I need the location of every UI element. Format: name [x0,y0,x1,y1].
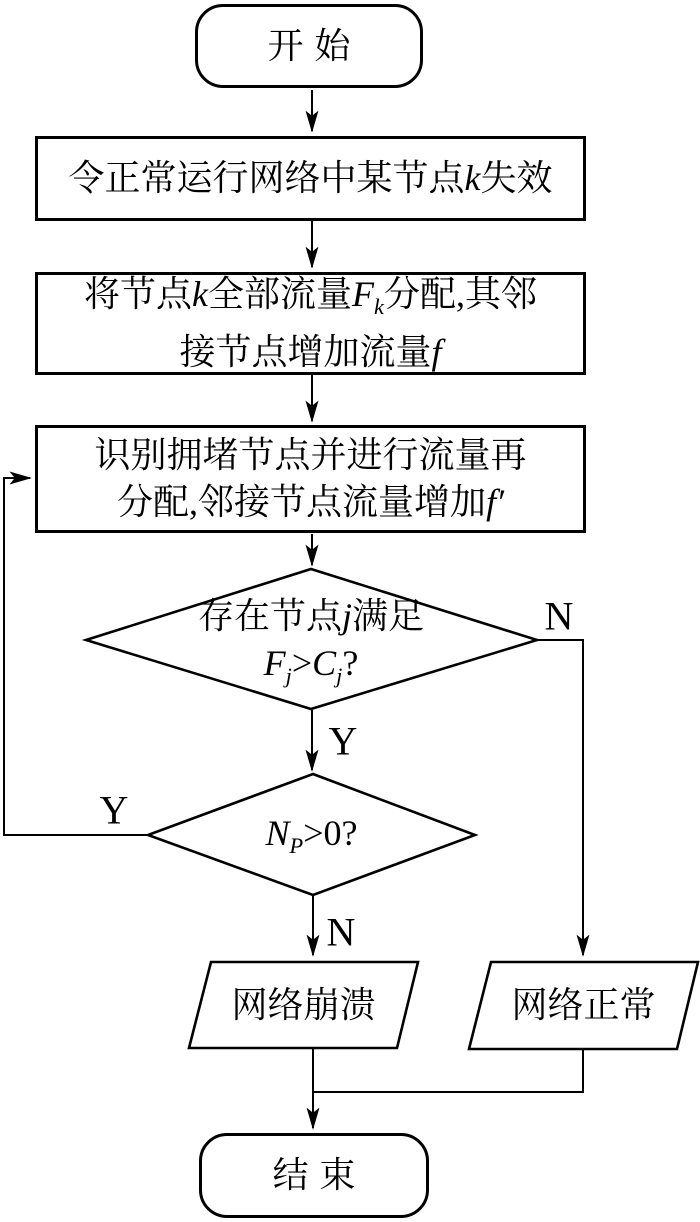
process-fail-node-text: 令正常运行网络中某节点k失效 [68,158,553,198]
label-overload-no: N [544,593,574,639]
decision-overload-line1: 存在节点j满足 [197,596,425,636]
process-redistribute-flow-line2: 分配,邻接节点流量增加f′ [117,482,504,522]
process-redistribute-flow-line1: 识别拥堵节点并进行流量再 [94,435,527,475]
label-np-yes: Y [99,787,129,833]
process-distribute-flow-line1: 将节点k全部流量$F_k$分配,其邻 [84,273,537,319]
decision-np-line: $N_P>0$? [265,813,358,858]
label-np-no: N [326,909,356,955]
process-redistribute-flow [35,425,586,533]
decision-np-text [148,810,475,869]
edge-normal-to-merge [314,1049,583,1092]
start-terminal [195,4,423,88]
process-distribute-flow [35,272,586,375]
output-network-normal-text: 网络正常 [511,985,656,1025]
start-label: 开始 [267,25,362,66]
process-distribute-flow-line2: 接节点增加流量f [179,332,442,373]
decision-overload-text [86,593,536,699]
process-fail-node [35,136,586,221]
end-label: 结束 [272,1155,367,1195]
edge-overload-no [537,640,583,955]
end-terminal [199,1133,429,1218]
output-network-collapse-text: 网络崩溃 [231,985,376,1025]
label-overload-yes: Y [328,718,358,764]
decision-overload-line2: $F_j>C_j$? [263,643,359,688]
